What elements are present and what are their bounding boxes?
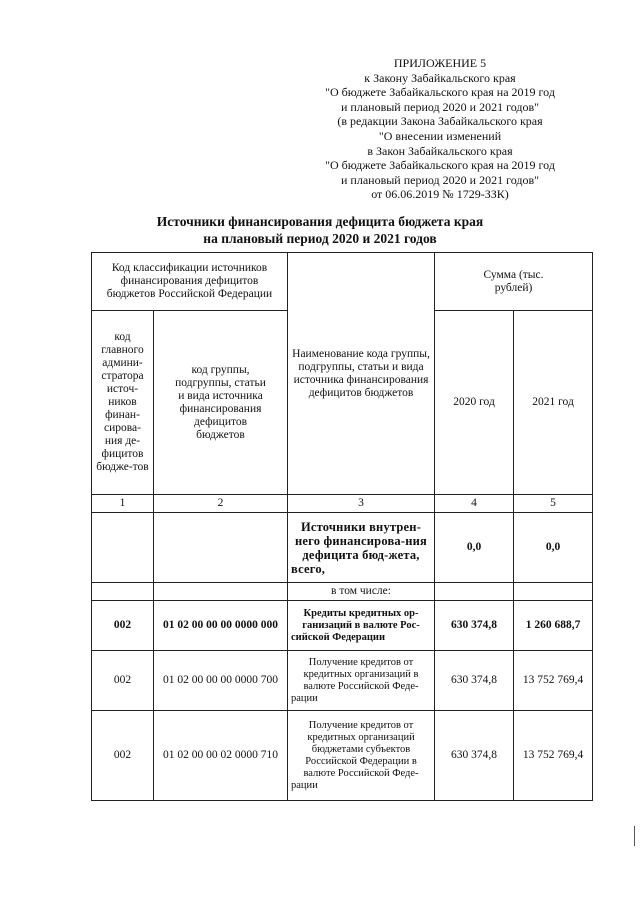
cell-2020: 630 374,8 [435,711,514,801]
cell-admin: 002 [92,711,154,801]
col-number: 3 [288,495,435,513]
cell-code: 01 02 00 00 00 0000 000 [154,601,288,651]
cell-admin [92,583,154,601]
cell-2021: 1 260 688,7 [514,601,593,651]
table-row [92,513,593,583]
title-line-1: Источники финансирования дефицита бюджета края [156,214,484,229]
col-number: 5 [514,495,593,513]
header-name: Наименование кода группы, подгруппы, статьи и вида источника финансирования дефицитов бюджетов [288,253,435,495]
cell-name: Кредиты кредитных ор-ганизаций в валюте Рос-сийской Федерации [288,601,435,651]
col-number: 2 [154,495,288,513]
appendix-line: от 06.06.2019 № 1729-ЗЗК) [371,187,509,202]
appendix-line: к Закону Забайкальского края [364,70,516,85]
col-number: 4 [435,495,514,513]
appendix-line: "О бюджете Забайкальского края на 2019 год [325,85,555,100]
header-group-code: код группы, подгруппы, статьи и вида источника финансирования дефицитов бюджетов [154,311,288,495]
appendix-line: в Закон Забайкальского края [367,143,513,158]
cell-2020: 630 374,8 [435,651,514,711]
appendix-line: (в редакции Закона Забайкальского края [337,114,543,129]
appendix-block [300,56,580,202]
cell-code: 01 02 00 00 00 0000 700 [154,651,288,711]
cell-admin: 002 [92,651,154,711]
header-row-1 [92,253,593,311]
cell-code [154,513,288,583]
cell-2021: 0,0 [514,513,593,583]
table-row [92,601,593,651]
appendix-line: "О бюджете Забайкальского края на 2019 год [325,158,555,173]
header-admin-code: код главного админи-стратора источ-ников финан-сирова-ния де-фицитов бюдже-тов [92,311,154,495]
appendix-line: "О внесении изменений [378,128,502,143]
document-title [60,213,580,247]
cell-2020: 0,0 [435,513,514,583]
header-year-2021: 2021 год [514,311,593,495]
cell-name: Получение кредитов от кредитных организаций в валюте Российской Феде-рации [288,651,435,711]
cell-name: Источники внутрен-него финансирова-ния дефицита бюд-жета, всего, [288,513,435,583]
cell-2021: 13 752 769,4 [514,711,593,801]
col-number: 1 [92,495,154,513]
header-year-2020: 2020 год [435,311,514,495]
cell-2021 [514,583,593,601]
table-row [92,583,593,601]
cell-admin: 002 [92,601,154,651]
header-sum [435,253,593,311]
cell-code: 01 02 00 00 02 0000 710 [154,711,288,801]
column-numbers-row [92,495,593,513]
appendix-line: ПРИЛОЖЕНИЕ 5 [393,56,487,70]
cell-name: в том числе: [288,583,435,601]
cell-name: Получение кредитов от кредитных организаций бюджетами субъектов Российской Федерации в валюте Российской Феде-рации [288,711,435,801]
header-sum-label: Сумма (тыс. рублей) [483,268,544,294]
table-row [92,711,593,801]
header-classification-code: Код классификации источников финансирования дефицитов бюджетов Российской Федерации [92,253,288,311]
appendix-line: и плановый период 2020 и 2021 годов" [340,99,540,114]
cell-2020 [435,583,514,601]
financing-table [91,252,593,801]
cell-admin [92,513,154,583]
cell-2020: 630 374,8 [435,601,514,651]
cell-2021: 13 752 769,4 [514,651,593,711]
appendix-line: и плановый период 2020 и 2021 годов" [340,172,540,187]
cell-code [154,583,288,601]
table-row [92,651,593,711]
scan-edge-mark [634,826,635,846]
title-line-2: на плановый период 2020 и 2021 годов [203,231,437,246]
